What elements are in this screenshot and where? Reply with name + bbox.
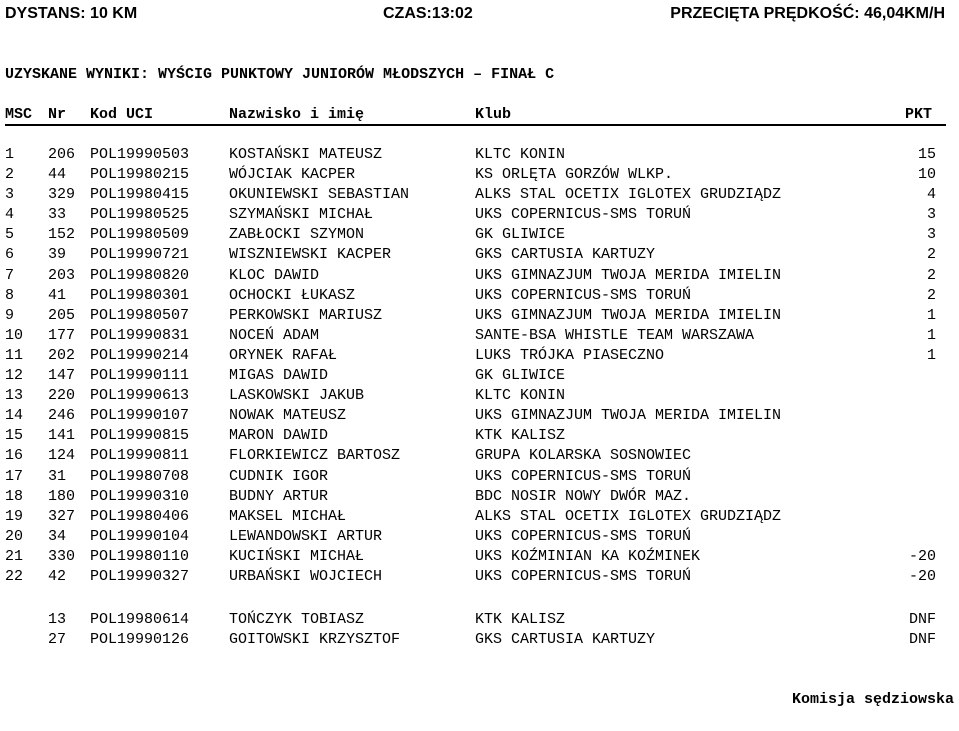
cell-club: KLTC KONIN — [475, 146, 566, 163]
table-row — [0, 246, 950, 266]
column-header-msc: MSC — [5, 106, 33, 123]
cell-club: SANTE-BSA WHISTLE TEAM WARSZAWA — [475, 326, 755, 344]
cell-uci: POL19990310 — [90, 487, 190, 505]
cell-uci: POL19990503 — [90, 146, 190, 163]
table-row — [0, 287, 950, 307]
header-divider — [5, 124, 946, 126]
cell-nr: 31 — [48, 467, 67, 485]
cell-uci: POL19980415 — [90, 186, 190, 204]
cell-name: NOWAK MATEUSZ — [229, 407, 347, 425]
table-row — [0, 407, 950, 427]
cell-uci: POL19990327 — [90, 567, 190, 585]
cell-name: CUDNIK IGOR — [229, 467, 329, 485]
cell-nr: 246 — [48, 407, 76, 425]
cell-name: ZABŁOCKI SZYMON — [229, 226, 365, 244]
cell-uci: POL19990815 — [90, 427, 190, 445]
cell-nr: 329 — [48, 186, 76, 204]
table-row — [0, 166, 950, 186]
cell-club: UKS COPERNICUS-SMS TORUŃ — [475, 527, 692, 545]
cell-msc: 5 — [5, 226, 15, 244]
average-speed-label: PRZECIĘTA PRĘDKOŚĆ: 46,04KM/H — [670, 5, 945, 22]
cell-nr: 13 — [48, 611, 67, 628]
cell-club: LUKS TRÓJKA PIASECZNO — [475, 346, 665, 364]
table-row — [0, 427, 950, 447]
table-row — [0, 367, 950, 387]
cell-pkt: DNF — [908, 631, 936, 649]
results-table — [0, 146, 950, 588]
cell-uci: POL19990107 — [90, 407, 190, 425]
cell-name: OKUNIEWSKI SEBASTIAN — [229, 186, 410, 204]
time-label: CZAS:13:02 — [383, 5, 473, 22]
cell-club: UKS COPERNICUS-SMS TORUŃ — [475, 467, 692, 485]
cell-name: LEWANDOWSKI ARTUR — [229, 527, 383, 545]
cell-msc: 9 — [5, 306, 15, 324]
column-header-club: Klub — [475, 106, 512, 123]
cell-uci: POL19990126 — [90, 631, 190, 649]
cell-nr: 27 — [48, 631, 67, 649]
cell-nr: 147 — [48, 367, 76, 385]
results-title: UZYSKANE WYNIKI: WYŚCIG PUNKTOWY JUNIORÓW MŁODSZYCH – FINAŁ C — [5, 66, 555, 83]
cell-msc: 1 — [5, 146, 15, 163]
cell-uci: POL19990104 — [90, 527, 190, 545]
cell-pkt: 2 — [926, 266, 936, 284]
cell-club: KS ORLĘTA GORZÓW WLKP. — [475, 166, 674, 184]
cell-nr: 327 — [48, 507, 76, 525]
cell-nr: 206 — [48, 146, 76, 163]
cell-uci: POL19980509 — [90, 226, 190, 244]
cell-msc: 12 — [5, 367, 24, 385]
table-header — [0, 106, 946, 126]
table-row — [0, 488, 950, 508]
cell-nr: 205 — [48, 306, 76, 324]
cell-pkt: -20 — [908, 567, 936, 585]
cell-pkt: 15 — [917, 146, 936, 163]
cell-msc: 16 — [5, 447, 24, 465]
cell-club: UKS KOŹMINIAN KA KOŹMINEK — [475, 547, 701, 565]
column-header-uci: Kod UCI — [90, 106, 154, 123]
cell-uci: POL19980507 — [90, 306, 190, 324]
dnf-table — [0, 611, 950, 651]
cell-club: ALKS STAL OCETIX IGLOTEX GRUDZIĄDZ — [475, 186, 782, 204]
table-row — [0, 146, 950, 166]
cell-club: UKS COPERNICUS-SMS TORUŃ — [475, 286, 692, 304]
cell-uci: POL19990111 — [90, 367, 190, 385]
distance-label: DYSTANS: 10 KM — [5, 5, 138, 22]
cell-msc: 22 — [5, 567, 24, 585]
cell-name: BUDNY ARTUR — [229, 487, 329, 505]
cell-nr: 42 — [48, 567, 67, 585]
cell-pkt: 4 — [926, 186, 936, 204]
cell-msc: 3 — [5, 186, 15, 204]
cell-uci: POL19980406 — [90, 507, 190, 525]
cell-name: FLORKIEWICZ BARTOSZ — [229, 447, 401, 465]
cell-name: KUCIŃSKI MICHAŁ — [229, 547, 365, 565]
cell-club: UKS COPERNICUS-SMS TORUŃ — [475, 206, 692, 224]
cell-club: BDC NOSIR NOWY DWÓR MAZ. — [475, 487, 692, 505]
table-row — [0, 568, 950, 588]
cell-club: ALKS STAL OCETIX IGLOTEX GRUDZIĄDZ — [475, 507, 782, 525]
cell-nr: 39 — [48, 246, 67, 264]
cell-club: UKS COPERNICUS-SMS TORUŃ — [475, 567, 692, 585]
column-header-pkt: PKT — [904, 106, 932, 123]
table-row — [0, 611, 950, 631]
cell-uci: POL19980525 — [90, 206, 190, 224]
table-row — [0, 631, 950, 651]
column-header-name: Nazwisko i imię — [229, 106, 365, 123]
cell-name: WISZNIEWSKI KACPER — [229, 246, 392, 264]
cell-msc: 6 — [5, 246, 15, 264]
cell-msc: 7 — [5, 266, 15, 284]
cell-club: GK GLIWICE — [475, 367, 566, 385]
cell-msc: 4 — [5, 206, 15, 224]
cell-name: KLOC DAWID — [229, 266, 320, 284]
cell-club: KTK KALISZ — [475, 611, 566, 628]
table-row — [0, 307, 950, 327]
cell-msc: 17 — [5, 467, 24, 485]
table-row — [0, 267, 950, 287]
cell-name: URBAŃSKI WOJCIECH — [229, 567, 383, 585]
cell-name: SZYMAŃSKI MICHAŁ — [229, 206, 374, 224]
cell-name: MAKSEL MICHAŁ — [229, 507, 347, 525]
table-row — [0, 186, 950, 206]
table-row — [0, 226, 950, 246]
cell-pkt: 1 — [926, 306, 936, 324]
cell-nr: 33 — [48, 206, 67, 224]
cell-nr: 41 — [48, 286, 67, 304]
table-row — [0, 548, 950, 568]
cell-club: UKS GIMNAZJUM TWOJA MERIDA IMIELIN — [475, 306, 782, 324]
cell-nr: 220 — [48, 387, 76, 405]
cell-nr: 44 — [48, 166, 67, 184]
cell-name: MIGAS DAWID — [229, 367, 329, 385]
jury-signature-label: Komisja sędziowska — [791, 691, 954, 708]
cell-name: TOŃCZYK TOBIASZ — [229, 611, 365, 628]
cell-club: UKS GIMNAZJUM TWOJA MERIDA IMIELIN — [475, 266, 782, 284]
cell-name: GOITOWSKI KRZYSZTOF — [229, 631, 401, 649]
cell-uci: POL19980301 — [90, 286, 190, 304]
cell-pkt: 1 — [926, 346, 936, 364]
cell-msc: 2 — [5, 166, 15, 184]
cell-pkt: 2 — [926, 286, 936, 304]
cell-club: GRUPA KOLARSKA SOSNOWIEC — [475, 447, 692, 465]
cell-uci: POL19990811 — [90, 447, 190, 465]
cell-pkt: 3 — [926, 206, 936, 224]
cell-name: OCHOCKI ŁUKASZ — [229, 286, 356, 304]
cell-msc: 15 — [5, 427, 24, 445]
cell-club: UKS GIMNAZJUM TWOJA MERIDA IMIELIN — [475, 407, 782, 425]
column-header-nr: Nr — [48, 106, 67, 123]
cell-pkt: 2 — [926, 246, 936, 264]
cell-uci: POL19980708 — [90, 467, 190, 485]
cell-nr: 141 — [48, 427, 76, 445]
cell-name: LASKOWSKI JAKUB — [229, 387, 365, 405]
cell-nr: 180 — [48, 487, 76, 505]
cell-msc: 18 — [5, 487, 24, 505]
table-row — [0, 206, 950, 226]
cell-club: KTK KALISZ — [475, 427, 566, 445]
cell-club: GK GLIWICE — [475, 226, 566, 244]
cell-msc: 8 — [5, 286, 15, 304]
cell-uci: POL19980215 — [90, 166, 190, 184]
cell-nr: 330 — [48, 547, 76, 565]
cell-name: NOCEŃ ADAM — [229, 326, 320, 344]
cell-name: WÓJCIAK KACPER — [229, 166, 356, 184]
cell-nr: 202 — [48, 346, 76, 364]
cell-msc: 20 — [5, 527, 24, 545]
cell-uci: POL19980110 — [90, 547, 190, 565]
cell-msc: 11 — [5, 346, 24, 364]
cell-name: KOSTAŃSKI MATEUSZ — [229, 146, 383, 163]
cell-nr: 34 — [48, 527, 67, 545]
cell-pkt: 3 — [926, 226, 936, 244]
cell-nr: 177 — [48, 326, 76, 344]
cell-uci: POL19990613 — [90, 387, 190, 405]
table-row — [0, 528, 950, 548]
cell-msc: 14 — [5, 407, 24, 425]
cell-msc: 19 — [5, 507, 24, 525]
table-row — [0, 347, 950, 367]
cell-uci: POL19990721 — [90, 246, 190, 264]
table-row — [0, 327, 950, 347]
cell-club: KLTC KONIN — [475, 387, 566, 405]
table-row — [0, 508, 950, 528]
cell-name: MARON DAWID — [229, 427, 329, 445]
cell-name: PERKOWSKI MARIUSZ — [229, 306, 383, 324]
cell-pkt: -20 — [908, 547, 936, 565]
cell-nr: 124 — [48, 447, 76, 465]
cell-club: GKS CARTUSIA KARTUZY — [475, 631, 656, 649]
cell-pkt: 10 — [917, 166, 936, 184]
table-row — [0, 447, 950, 467]
cell-pkt: 1 — [926, 326, 936, 344]
cell-uci: POL19980614 — [90, 611, 190, 628]
cell-nr: 203 — [48, 266, 76, 284]
cell-uci: POL19990214 — [90, 346, 190, 364]
cell-pkt: DNF — [908, 611, 936, 628]
cell-msc: 21 — [5, 547, 24, 565]
cell-uci: POL19980820 — [90, 266, 190, 284]
table-row — [0, 468, 950, 488]
cell-name: ORYNEK RAFAŁ — [229, 346, 338, 364]
cell-msc: 13 — [5, 387, 24, 405]
table-row — [0, 387, 950, 407]
cell-club: GKS CARTUSIA KARTUZY — [475, 246, 656, 264]
cell-uci: POL19990831 — [90, 326, 190, 344]
cell-nr: 152 — [48, 226, 76, 244]
cell-msc: 10 — [5, 326, 24, 344]
